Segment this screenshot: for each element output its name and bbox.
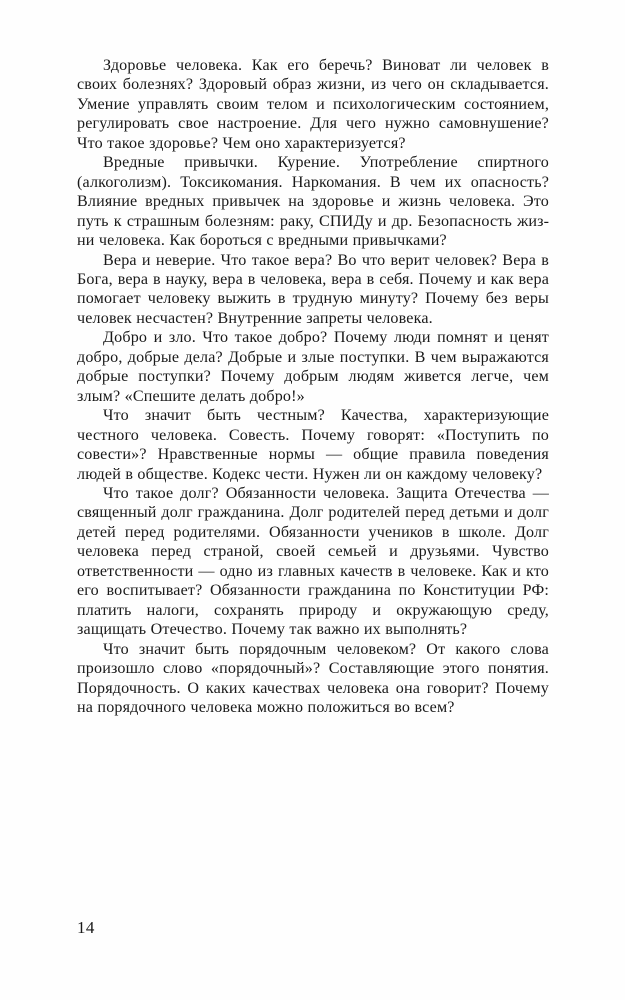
page-number: 14 bbox=[77, 918, 95, 937]
paragraph-duty: Что такое долг? Обязанности человека. Защита Отечества — священный долг гражданина. Долг родителей перед детьми и долг детей перед родителями. Обязанности учеников в школе. Долг человека перед страной, своей семьей и друзьями. Чувство ответственности — одно из главных качеств в человеке. Как и кто его воспитывает? Обязанности гражданина по Конституции РФ: платить налоги, сохранять природу и окружающую среду, защищать Отечество. Почему так важно их выполнять? bbox=[77, 484, 549, 639]
body-text-column bbox=[77, 56, 549, 717]
paragraph-bad-habits: Вредные привычки. Курение. Употребление спиртного (алкоголизм). Токсикомания. Наркомания. В чем их опасность? Влияние вредных привычек на здоровье и жизнь человека. Это путь к страшным болезням: раку, СПИДу и др. Безопасность жизни человека. Как бороться с вредными привычками? bbox=[77, 154, 549, 250]
paragraph-decency: Что значит быть порядочным человеком? От какого слова произошло слово «порядочный»? Составляющие этого понятия. Порядочность. О каких качествах человека она говорит? Почему на порядочного человека можно положиться во всем? bbox=[77, 640, 549, 716]
paragraph-faith: Вера и неверие. Что такое вера? Во что верит человек? Вера в Бога, вера в науку, вера в человека, вера в себя. Почему и как вера помогает человеку выжить в трудную минуту? Почему без веры человек несчастен? Внутренние запреты человека. bbox=[77, 251, 549, 327]
paragraph-health: Здоровье человека. Как его беречь? Виноват ли человек в своих болезнях? Здоровый образ жизни, из чего он складывается. Умение управлять своим телом и психологическим состоянием, регулировать свое настроение. Для чего нужно самовнушение? Что такое здоровье? Чем оно характеризуется? bbox=[77, 57, 549, 152]
paragraph-good-and-evil: Добро и зло. Что такое добро? Почему люди помнят и ценят добро, добрые дела? Добрые и злые поступки. В чем выражаются добрые поступки? Почему добрым людям живется легче, чем злым? «Спешите делать добро!» bbox=[77, 329, 549, 405]
paragraph-honesty: Что значит быть честным? Качества, характеризующие честного человека. Совесть. Почему говорят: «Поступить по совести»? Нравственные нормы — общие правила поведения людей в обществе. Кодекс чести. Нужен ли он каждому человеку? bbox=[77, 407, 549, 483]
